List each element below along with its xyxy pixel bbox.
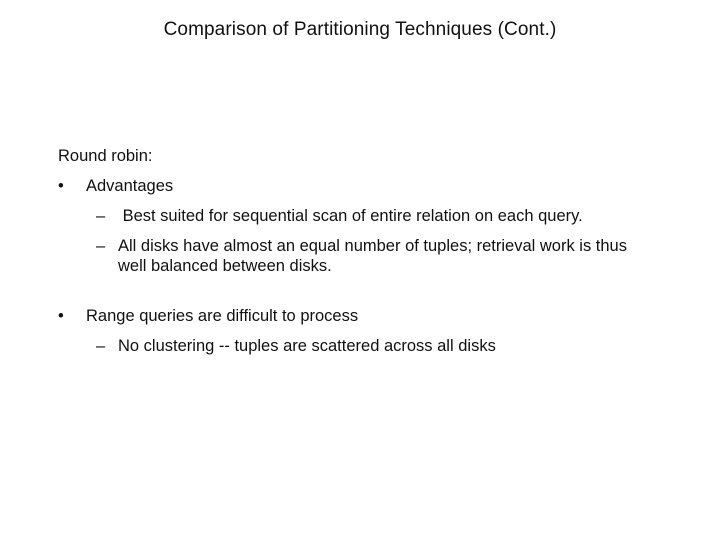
dash-icon: – — [96, 337, 106, 355]
sub-bullet-sequential-scan — [58, 206, 698, 226]
sub-bullet-text: No clustering -- tuples are scattered across all disks — [118, 337, 496, 355]
bullet-icon: • — [58, 307, 64, 325]
heading-round-robin: Round robin: — [58, 147, 153, 165]
bullet-advantages — [58, 176, 698, 196]
sub-bullet-text: Best suited for sequential scan of entire relation on each query. — [118, 207, 583, 225]
dash-icon: – — [96, 237, 106, 255]
bullet-label: Range queries are difficult to process — [86, 307, 359, 325]
bullet-range-queries — [58, 306, 698, 326]
slide-body — [58, 146, 698, 366]
bullet-icon: • — [58, 177, 64, 195]
bullet-label: Advantages — [86, 177, 174, 195]
sub-bullet-text: All disks have almost an equal number of tuples; retrieval work is thus well balanced between disks. — [118, 237, 627, 275]
sub-bullet-no-clustering — [58, 336, 698, 356]
dash-icon: – — [96, 207, 106, 225]
sub-bullet-equal-tuples — [58, 236, 648, 276]
spacer — [58, 286, 698, 306]
slide-title: Comparison of Partitioning Techniques (Cont.) — [163, 19, 557, 40]
